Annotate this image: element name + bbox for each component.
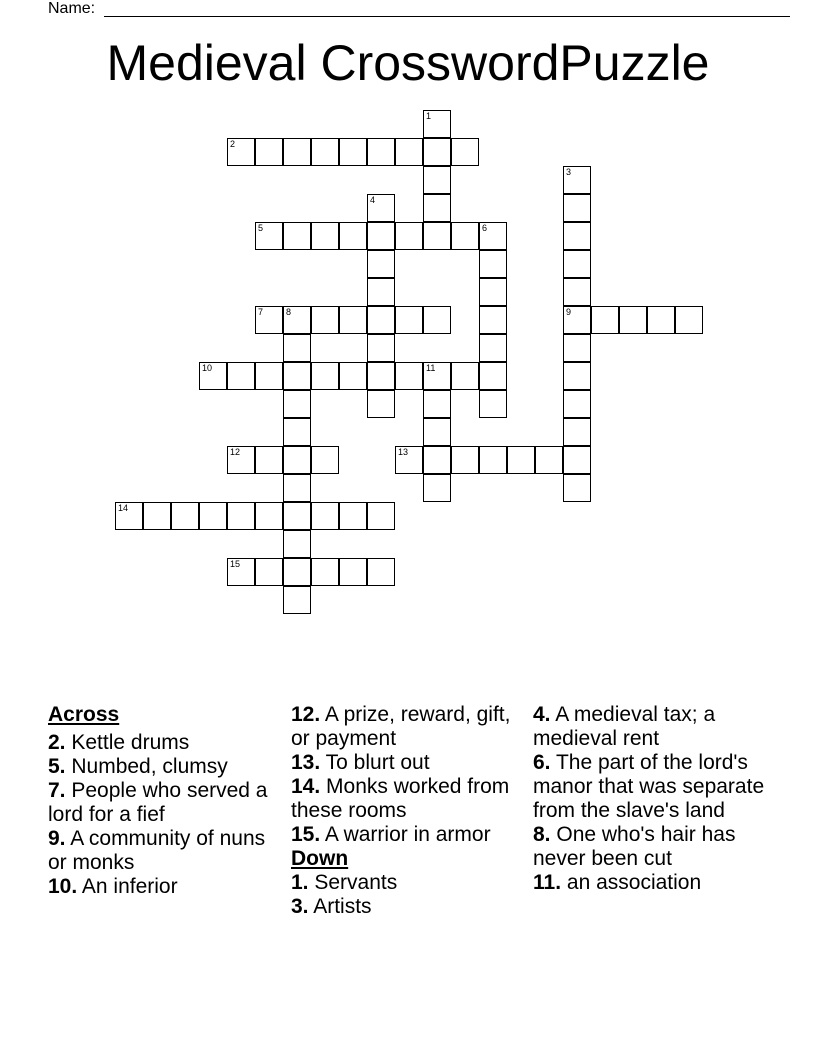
grid-cell[interactable] — [255, 362, 283, 390]
grid-cell[interactable] — [227, 558, 255, 586]
grid-cell[interactable] — [255, 502, 283, 530]
down-heading: Down — [291, 847, 349, 870]
grid-cell[interactable] — [563, 306, 591, 334]
grid-cell[interactable] — [535, 446, 563, 474]
grid-cell[interactable] — [311, 362, 339, 390]
grid-cell[interactable] — [283, 390, 311, 418]
grid-cell[interactable] — [311, 446, 339, 474]
clue-down-8: 8. One who's hair has never been cut — [533, 823, 736, 870]
grid-cell[interactable] — [367, 334, 395, 362]
cell-number: 1 — [426, 111, 432, 121]
grid-cell[interactable] — [423, 194, 451, 222]
grid-cell[interactable] — [423, 138, 451, 166]
grid-cell[interactable] — [479, 222, 507, 250]
grid-cell[interactable] — [423, 110, 451, 138]
grid-cell[interactable] — [283, 138, 311, 166]
grid-cell[interactable] — [479, 362, 507, 390]
grid-cell[interactable] — [255, 306, 283, 334]
cell-number: 10 — [202, 363, 213, 373]
grid-cell[interactable] — [675, 306, 703, 334]
grid-cell[interactable] — [311, 138, 339, 166]
grid-cell[interactable] — [619, 306, 647, 334]
grid-cell[interactable] — [367, 222, 395, 250]
grid-cell[interactable] — [479, 306, 507, 334]
grid-cell[interactable] — [283, 586, 311, 614]
grid-cell[interactable] — [367, 362, 395, 390]
grid-cell[interactable] — [395, 446, 423, 474]
grid-cell[interactable] — [479, 446, 507, 474]
grid-cell[interactable] — [367, 194, 395, 222]
grid-cell[interactable] — [199, 362, 227, 390]
cell-number: 3 — [566, 167, 572, 177]
clue-down-1: 1. Servants — [291, 871, 398, 894]
cell-number: 12 — [230, 447, 241, 457]
cell-number: 6 — [482, 223, 488, 233]
grid-cell[interactable] — [367, 390, 395, 418]
grid-cell[interactable] — [563, 390, 591, 418]
page-title: Medieval CrosswordPuzzle — [106, 35, 710, 91]
grid-cell[interactable] — [311, 502, 339, 530]
grid-cell[interactable] — [227, 446, 255, 474]
grid-cell[interactable] — [395, 362, 423, 390]
grid-cell[interactable] — [591, 306, 619, 334]
clue-across-12: 12. A prize, reward, gift, or payment — [291, 703, 511, 750]
grid-cell[interactable] — [395, 138, 423, 166]
grid-cell[interactable] — [563, 166, 591, 194]
cell-number: 4 — [370, 195, 376, 205]
clue-across-9: 9. A community of nuns or monks — [48, 827, 266, 874]
grid-cell[interactable] — [255, 138, 283, 166]
clue-across-14: 14. Monks worked from these rooms — [291, 775, 510, 822]
grid-cell[interactable] — [563, 418, 591, 446]
cell-number: 7 — [258, 307, 264, 317]
grid-cell[interactable] — [395, 222, 423, 250]
clue-down-6: 6. The part of the lord's manor that was separate from the slave's land — [533, 751, 765, 822]
across-heading: Across — [48, 703, 120, 726]
grid-cell[interactable] — [563, 250, 591, 278]
cell-number: 13 — [398, 447, 409, 457]
grid-cell[interactable] — [283, 474, 311, 502]
clue-across-2: 2. Kettle drums — [48, 731, 190, 754]
grid-cell[interactable] — [367, 558, 395, 586]
cell-number: 11 — [426, 363, 436, 373]
grid-cell[interactable] — [339, 362, 367, 390]
grid-cell[interactable] — [199, 502, 227, 530]
grid-cell[interactable] — [423, 166, 451, 194]
grid-cell[interactable] — [283, 530, 311, 558]
clue-down-3: 3. Artists — [291, 895, 372, 918]
grid-cell[interactable] — [367, 306, 395, 334]
grid-cell[interactable] — [339, 222, 367, 250]
grid-cell[interactable] — [255, 222, 283, 250]
clue-down-11: 11. an association — [533, 871, 702, 894]
grid-cell[interactable] — [479, 334, 507, 362]
grid-cell[interactable] — [367, 502, 395, 530]
clues-column-3 — [533, 703, 773, 895]
grid-cell[interactable] — [451, 138, 479, 166]
grid-cell[interactable] — [451, 222, 479, 250]
clues-column-2 — [291, 703, 531, 919]
grid-cell[interactable] — [563, 474, 591, 502]
grid-cell[interactable] — [423, 222, 451, 250]
grid-cell[interactable] — [563, 446, 591, 474]
grid-cell[interactable] — [283, 446, 311, 474]
grid-cell[interactable] — [143, 502, 171, 530]
grid-cell[interactable] — [563, 362, 591, 390]
cell-number: 15 — [230, 559, 241, 569]
clue-across-5: 5. Numbed, clumsy — [48, 755, 228, 778]
grid-cell[interactable] — [227, 502, 255, 530]
grid-cell[interactable] — [311, 558, 339, 586]
clue-down-4: 4. A medieval tax; a medieval rent — [533, 703, 716, 750]
grid-cell[interactable] — [423, 362, 451, 390]
name-label: Name: — [48, 0, 96, 17]
grid-cell[interactable] — [283, 558, 311, 586]
grid-cell[interactable] — [367, 138, 395, 166]
grid-cell[interactable] — [115, 502, 143, 530]
clue-across-10: 10. An inferior — [48, 875, 178, 898]
grid-cell[interactable] — [563, 334, 591, 362]
clue-across-15: 15. A warrior in armor — [291, 823, 491, 846]
grid-cell[interactable] — [563, 222, 591, 250]
grid-cell[interactable] — [507, 446, 535, 474]
grid-cell[interactable] — [283, 334, 311, 362]
cell-number: 14 — [118, 503, 129, 513]
grid-cell[interactable] — [647, 306, 675, 334]
grid-cell[interactable] — [283, 306, 311, 334]
grid-cell[interactable] — [311, 306, 339, 334]
grid-cell[interactable] — [395, 306, 423, 334]
grid-cell[interactable] — [423, 418, 451, 446]
cell-number: 2 — [230, 139, 236, 149]
grid-cell[interactable] — [227, 138, 255, 166]
cell-number: 8 — [286, 307, 292, 317]
grid-cell[interactable] — [451, 446, 479, 474]
grid-cell[interactable] — [423, 446, 451, 474]
grid-cell[interactable] — [423, 474, 451, 502]
grid-cell[interactable] — [479, 250, 507, 278]
grid-cell[interactable] — [423, 390, 451, 418]
grid-cell[interactable] — [339, 558, 367, 586]
grid-cell[interactable] — [451, 362, 479, 390]
grid-cell[interactable] — [563, 194, 591, 222]
grid-cell[interactable] — [367, 278, 395, 306]
grid-cell[interactable] — [255, 446, 283, 474]
grid-cell[interactable] — [283, 362, 311, 390]
grid-cell[interactable] — [283, 222, 311, 250]
grid-cell[interactable] — [171, 502, 199, 530]
grid-cell[interactable] — [311, 222, 339, 250]
grid-cell[interactable] — [255, 558, 283, 586]
grid-cell[interactable] — [339, 502, 367, 530]
grid-cell[interactable] — [283, 502, 311, 530]
clue-across-7: 7. People who served a lord for a fief — [48, 779, 268, 826]
grid-cell[interactable] — [423, 306, 451, 334]
grid-cell[interactable] — [227, 362, 255, 390]
cell-number: 5 — [258, 223, 264, 233]
grid-cell[interactable] — [479, 390, 507, 418]
grid-cell[interactable] — [339, 306, 367, 334]
grid-cell[interactable] — [339, 138, 367, 166]
grid-cell[interactable] — [283, 418, 311, 446]
clue-across-13: 13. To blurt out — [291, 751, 430, 774]
clues-column-1 — [48, 703, 288, 899]
grid-cell[interactable] — [367, 250, 395, 278]
grid-cell[interactable] — [479, 278, 507, 306]
grid-cell[interactable] — [563, 278, 591, 306]
cell-number: 9 — [566, 307, 572, 317]
